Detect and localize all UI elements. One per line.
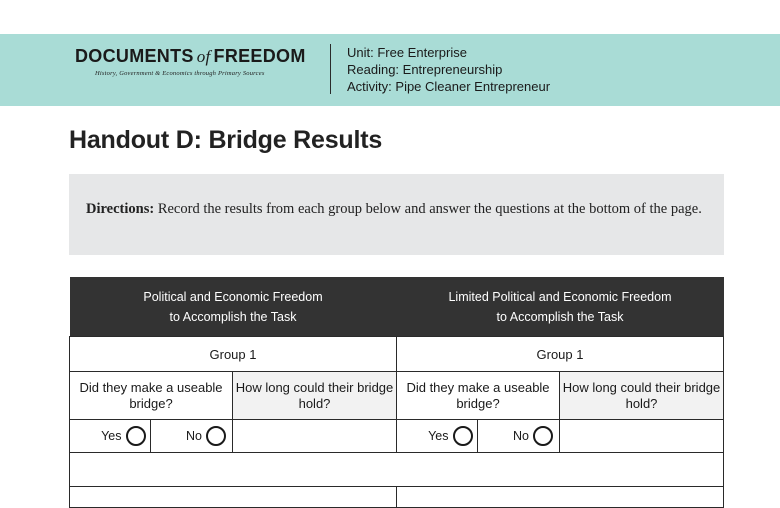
reading-label: Reading: Entrepreneurship	[347, 62, 503, 77]
no-circle-icon[interactable]	[533, 426, 553, 446]
page-title: Handout D: Bridge Results	[69, 126, 383, 154]
yes-label: Yes	[101, 429, 122, 443]
question-bridge-right: Did they make a useable bridge?	[397, 372, 560, 420]
logo-title-documents: DOCUMENTS	[75, 46, 194, 66]
hold-answer-left[interactable]	[233, 420, 397, 453]
column-header-limited-freedom	[397, 277, 724, 337]
header-band	[0, 34, 780, 106]
next-group-right	[397, 487, 724, 508]
yes-circle-icon[interactable]	[453, 426, 473, 446]
yes-no-cell-left	[70, 420, 233, 453]
directions-text: Record the results from each group below and answer the questions at the bottom of the page.	[154, 201, 702, 217]
unit-label: Unit: Free Enterprise	[347, 45, 467, 60]
yes-no-cell-right	[397, 420, 560, 453]
group-label-left: Group 1	[70, 337, 397, 372]
question-hold-right: How long could their bridge hold?	[560, 372, 724, 420]
question-hold-left: How long could their bridge hold?	[233, 372, 397, 420]
no-label: No	[513, 429, 529, 443]
logo-title	[75, 46, 315, 67]
next-group-left	[70, 487, 397, 508]
unit-info	[347, 44, 550, 95]
question-bridge-left: Did they make a useable bridge?	[70, 372, 233, 420]
group-label-right: Group 1	[397, 337, 724, 372]
column-header-freedom	[70, 277, 397, 337]
activity-label: Activity: Pipe Cleaner Entrepreneur	[347, 79, 551, 94]
header-divider	[330, 44, 331, 94]
logo-title-freedom: FREEDOM	[213, 46, 306, 66]
hold-answer-right[interactable]	[560, 420, 724, 453]
yes-label: Yes	[428, 429, 449, 443]
table-spacer	[70, 453, 724, 487]
logo-subtitle: History, Government & Economics through Primary Sources	[95, 70, 265, 77]
no-label: No	[186, 429, 202, 443]
column-header-limited-line1: Limited Political and Economic Freedom	[448, 289, 672, 304]
logo-title-of: of	[196, 47, 211, 66]
column-header-freedom-line2: to Accomplish the Task	[169, 309, 297, 324]
directions-label: Directions:	[86, 201, 155, 217]
no-circle-icon[interactable]	[206, 426, 226, 446]
directions-box	[69, 174, 724, 255]
column-header-freedom-line1: Political and Economic Freedom	[143, 289, 323, 304]
results-table	[69, 277, 724, 508]
column-header-limited-line2: to Accomplish the Task	[496, 309, 624, 324]
yes-circle-icon[interactable]	[126, 426, 146, 446]
logo	[75, 46, 315, 77]
